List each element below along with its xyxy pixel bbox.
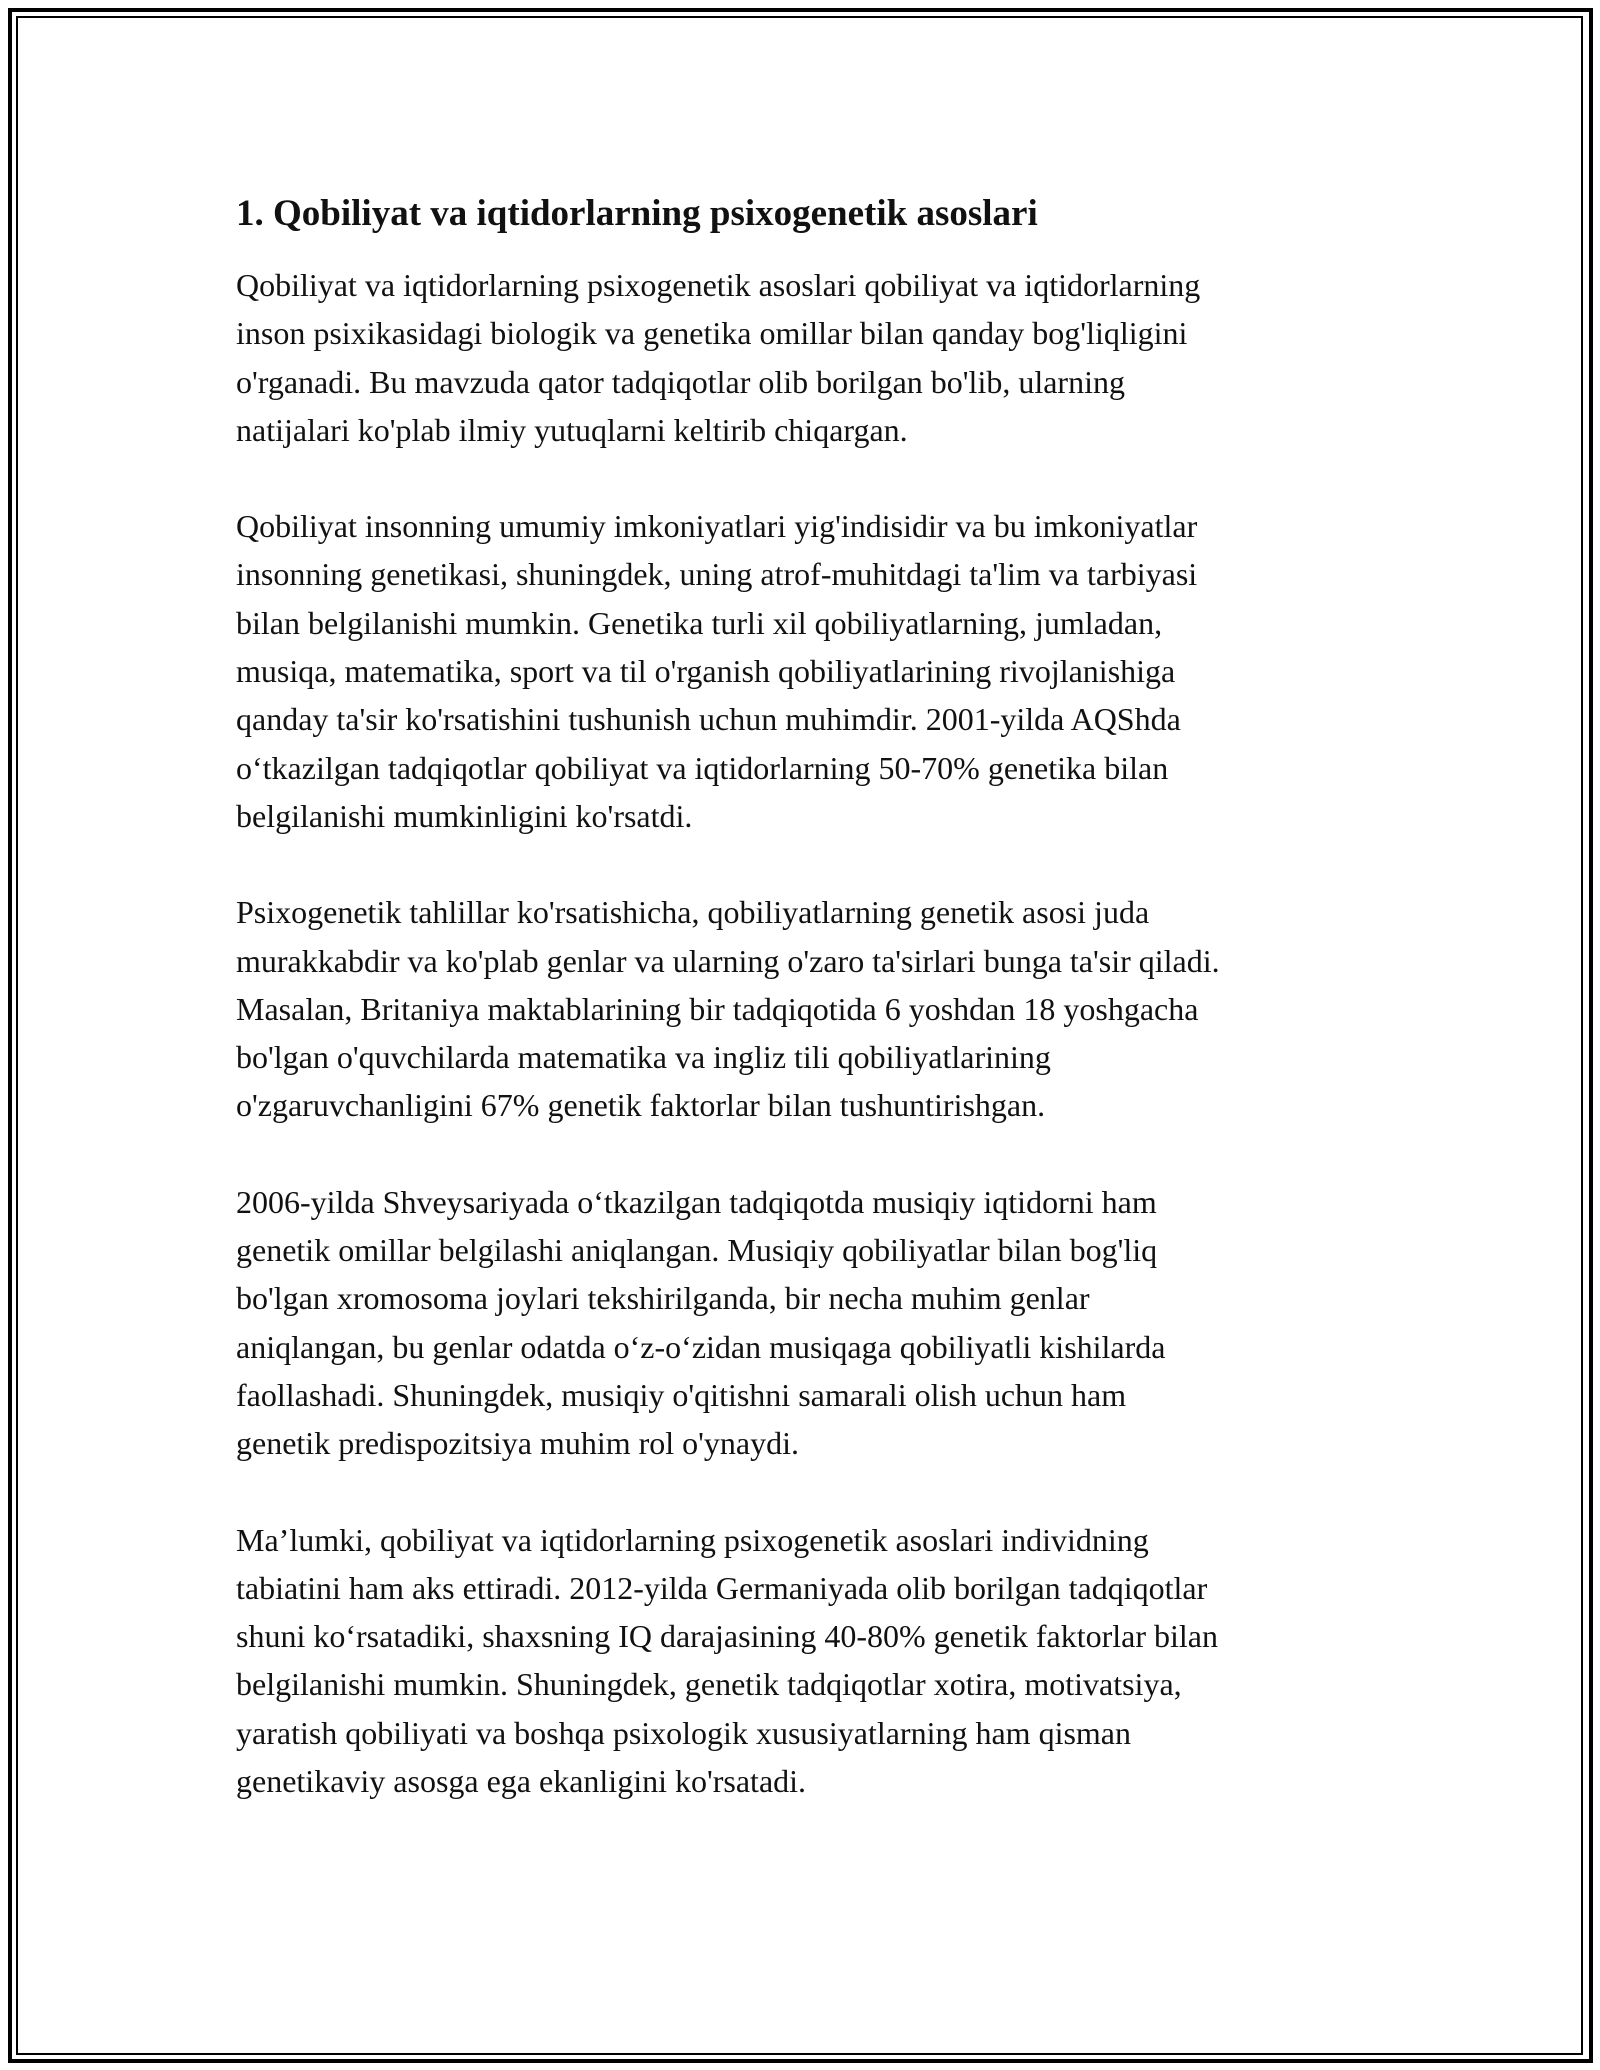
text-line: bilan belgilanishi mumkin. Genetika turli xil qobiliyatlarning, jumladan,	[236, 604, 1163, 641]
text-line: murakkabdir va ko'plab genlar va ularning o'zaro ta'sirlari bunga ta'sir qiladi.	[236, 942, 1220, 979]
text-line: belgilanishi mumkin. Shuningdek, genetik tadqiqotlar xotira, motivatsiya,	[236, 1666, 1182, 1703]
text-line: Psixogenetik tahlillar ko'rsatishicha, qobiliyatlarning genetik asosi juda	[236, 894, 1150, 931]
text-line: musiqa, matematika, sport va til o'rganish qobiliyatlarining rivojlanishiga	[236, 653, 1176, 690]
paragraph-3	[236, 888, 1386, 1129]
text-line: Qobiliyat insonning umumiy imkoniyatlari yig'indisidir va bu imkoniyatlar	[236, 508, 1198, 545]
text-line: Ma’lumki, qobiliyat va iqtidorlarning psixogenetik asoslari individning	[236, 1521, 1149, 1558]
text-line: o'zgaruvchanligini 67% genetik faktorlar bilan tushuntirishgan.	[236, 1087, 1046, 1124]
text-line: natijalari ko'plab ilmiy yutuqlarni keltirib chiqargan.	[236, 411, 908, 448]
text-line: tabiatini ham aks ettiradi. 2012-yilda Germaniyada olib borilgan tadqiqotlar	[236, 1569, 1208, 1606]
text-line: shuni ko‘rsatadiki, shaxsning IQ darajasining 40-80% genetik faktorlar bilan	[236, 1618, 1218, 1655]
text-line: inson psixikasidagi biologik va genetika omillar bilan qanday bog'liqligini	[236, 315, 1188, 352]
text-line: genetikaviy asosga ega ekanligini ko'rsatadi.	[236, 1763, 807, 1800]
text-line: o'rganadi. Bu mavzuda qator tadqiqotlar olib borilgan bo'lib, ularning	[236, 363, 1125, 400]
document-title: 1. Qobiliyat va iqtidorlarning psixogenetik asoslari	[236, 193, 1038, 234]
text-line: aniqlangan, bu genlar odatda o‘z-o‘zidan musiqaga qobiliyatli kishilarda	[236, 1328, 1166, 1365]
paragraph-4	[236, 1178, 1386, 1468]
paragraph-2	[236, 502, 1386, 840]
text-line: qanday ta'sir ko'rsatishini tushunish uchun muhimdir. 2001-yilda AQShda	[236, 701, 1181, 738]
text-line: insonning genetikasi, shuningdek, uning atrof-muhitdagi ta'lim va tarbiyasi	[236, 556, 1198, 593]
text-line: yaratish qobiliyati va boshqa psixologik xususiyatlarning ham qisman	[236, 1714, 1131, 1751]
text-line: belgilanishi mumkinligini ko'rsatdi.	[236, 797, 693, 834]
text-line: faollashadi. Shuningdek, musiqiy o'qitishni samarali olish uchun ham	[236, 1376, 1127, 1413]
paragraph-1	[236, 261, 1386, 454]
text-line: 2006-yilda Shveysariyada o‘tkazilgan tadqiqotda musiqiy iqtidorni ham	[236, 1183, 1157, 1220]
paragraph-5	[236, 1516, 1386, 1806]
text-line: genetik predispozitsiya muhim rol o'ynaydi.	[236, 1425, 799, 1462]
text-line: Qobiliyat va iqtidorlarning psixogenetik asoslari qobiliyat va iqtidorlarning	[236, 267, 1201, 303]
text-line: genetik omillar belgilashi aniqlangan. Musiqiy qobiliyatlar bilan bog'liq	[236, 1232, 1158, 1269]
text-line: bo'lgan o'quvchilarda matematika va ingliz tili qobiliyatlarining	[236, 1039, 1051, 1076]
text-line: bo'lgan xromosoma joylari tekshirilganda, bir necha muhim genlar	[236, 1280, 1090, 1317]
text-line: o‘tkazilgan tadqiqotlar qobiliyat va iqtidorlarning 50-70% genetika bilan	[236, 749, 1169, 786]
text-line: Masalan, Britaniya maktablarining bir tadqiqotida 6 yoshdan 18 yoshgacha	[236, 990, 1199, 1027]
document-body	[236, 190, 1386, 1853]
